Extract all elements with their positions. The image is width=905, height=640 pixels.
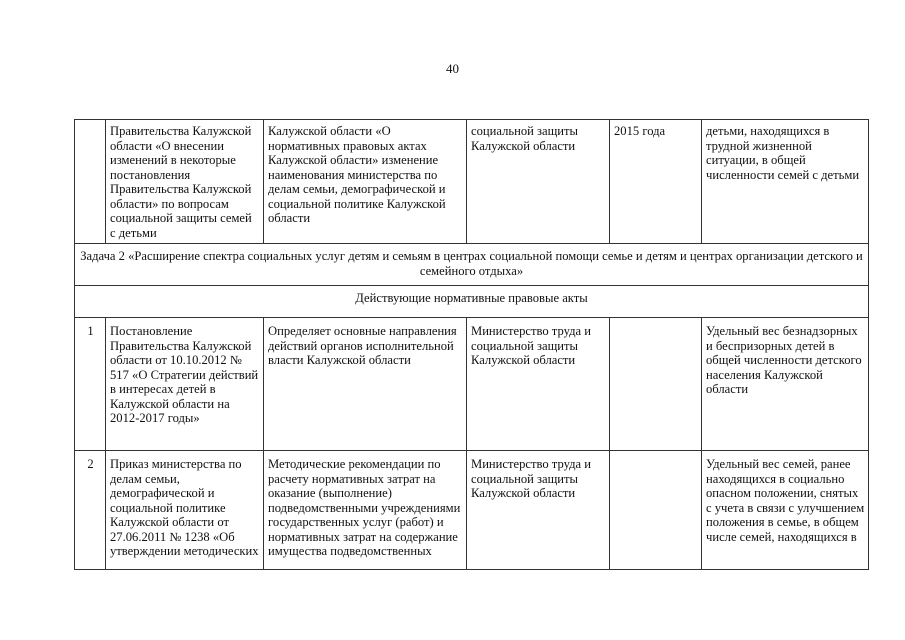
responsible-cell: Министерство труда и социальной защиты Калужской области (467, 451, 610, 570)
responsible-cell: Министерство труда и социальной защиты Калужской области (467, 318, 610, 451)
row-number: 2 (75, 451, 106, 570)
description-cell: Определяет основные направления действий органов исполнительной власти Калужской области (264, 318, 467, 451)
section-row (75, 286, 869, 318)
table-row (75, 318, 869, 451)
description-cell: Калужской области «О нормативных правовых актах Калужской области» изменение наименования министерства по делам семьи, демографической и социальной политике Калужской области (264, 120, 467, 244)
table-row (75, 120, 869, 244)
task-row (75, 244, 869, 286)
document-cell: Правительства Калужской области «О внесении изменений в некоторые постановления Правительства Калужской области» по вопросам социальной защиты семей с детьми (106, 120, 264, 244)
row-number: 1 (75, 318, 106, 451)
term-cell (610, 451, 702, 570)
row-number (75, 120, 106, 244)
indicator-cell: Удельный вес семей, ранее находящихся в социально опасном положении, снятых с учета в связи с улучшением положения в семье, в общем числе семей, находящихся в (702, 451, 869, 570)
responsible-cell: социальной защиты Калужской области (467, 120, 610, 244)
indicator-cell: детьми, находящихся в трудной жизненной ситуации, в общей численности семей с детьми (702, 120, 869, 244)
task-heading: Задача 2 «Расширение спектра социальных услуг детям и семьям в центрах социальной помощи семье и детям и центрах организации детского и семейного отдыха» (75, 244, 869, 286)
description-cell: Методические рекомендации по расчету нормативных затрат на оказание (выполнение) подведомственными учреждениями государственных услуг (работ) и нормативных затрат на содержание имущества подведомственных (264, 451, 467, 570)
section-heading: Действующие нормативные правовые акты (75, 286, 869, 318)
term-cell (610, 318, 702, 451)
term-cell: 2015 года (610, 120, 702, 244)
indicator-cell: Удельный вес безнадзорных и беспризорных детей в общей численности детского населения Калужской области (702, 318, 869, 451)
table-row (75, 451, 869, 570)
document-cell: Постановление Правительства Калужской области от 10.10.2012 № 517 «О Стратегии действий в интересах детей в Калужской области на 2012-2017 годы» (106, 318, 264, 451)
document-cell: Приказ министерства по делам семьи, демографической и социальной политике Калужской области от 27.06.2011 № 1238 «Об утверждении методических (106, 451, 264, 570)
page-number: 40 (446, 61, 459, 76)
measures-table (74, 119, 869, 570)
